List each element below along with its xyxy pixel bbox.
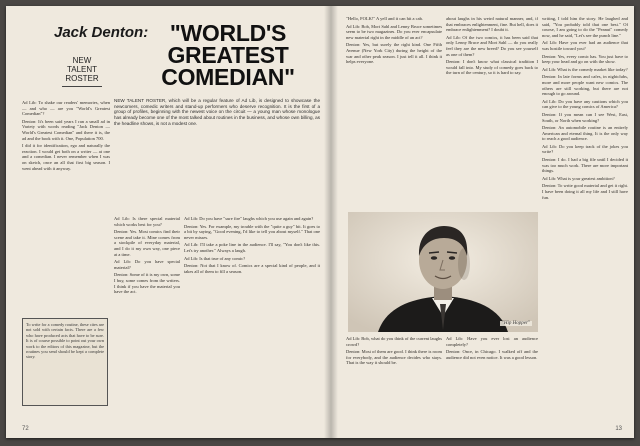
paragraph: Ad Lib: Is that true of any comic? [184,255,246,261]
paragraph: Denton: An automobile routine is an entirely American and eternal thing. It is the only way to reach a good audience. [542,125,628,142]
paragraph: Ad Lib: Have you ever had an audience that was hostile toward you? [542,40,628,51]
text-column [114,216,180,404]
comedian-photo [348,212,538,332]
paragraph: Ad Lib: Of the two comics, it has been said that only Lenny Bruce and Mort Sahl — do you really feel they are the new breed? Do you see yourself as one of them? [446,34,538,57]
paragraph: Denton: Yes. For example, my trouble with the "quite a guy" bit. It goes to a bit by saying, "Good evening, I'd like to tell you about myself." That one never misses. [184,223,320,240]
page-number: 72 [22,426,29,432]
text-column [346,336,442,422]
text-column [346,16,442,206]
paragraph: Denton: To write good material and get it right. I have been doing it all my life and I still have fun. [542,183,628,200]
page-number: 13 [615,426,622,432]
paragraph: Denton: Once, in Chicago. I walked off and the audience did not even notice. It was a good lesson. [446,349,538,360]
paragraph: Denton: Yes, every comic has. You just have to keep your head and go on with the show. [542,53,628,65]
paragraph: Ad Lib: What is your greatest ambition? [542,175,615,181]
paragraph: Ad Lib: What is the comedy market like today? [542,66,628,72]
page-gutter [324,6,338,438]
text-column [22,100,110,312]
paragraph: "Hello, FOLK!" A yell and it can hit a cab. [346,16,424,21]
text-column [446,16,538,206]
paragraph: Denton: Not that I know of. Comics are a special kind of people, and it takes all of them to fill a season. [184,263,320,274]
photo-caption: "Hip Hopper" [501,321,530,326]
paragraph: Ad Lib: I'll take a poke line in the audience. I'll say, "You don't like this. Let's try another." Always a laugh. [184,242,320,253]
sidebar-box: To write for a comedy routine, these cites are not sold with certain facts. There are a few who have produced acts that have to be sure. It is of course possible to point out your own work to the editors of this magazine, but the routines you send should be kept a complete story. [22,318,108,406]
paragraph: Ad Lib: Bob, what do you think of the current laughs crowd? [346,336,442,347]
magazine-spread [6,6,634,438]
text-column [446,336,538,422]
article-intro: NEW TALENT ROSTER, which will be a regular feature of Ad Lib, is designed to showcase the newcomers, comedic writers and stand-up performers who deserve recognition. It is the first of a group of profiles, beginning with the newest voice on the circuit — a young man whose monologue has already become one of the most talked about routines in the business, and whose own billing, as the headline shows, is not a modest one. [114,98,320,126]
paragraph: Denton: Yes, but surely the right kind. One Fifth Avenue (New York City) during the height of the war and other peak season. I just tell it all. I think it helps everyone. [346,42,442,65]
paragraph: writing, I told him the story. He laughed and said, "You probably told that one best." Of course, I am going to do the "Peanut" comedy now, and he said, "Let's see the punch line." [542,16,628,38]
article-byline: Jack Denton: [54,24,149,41]
paragraph: Ad Lib: Is there special material which works best for you? [114,216,180,227]
paragraph: Ad Lib: To shake our readers' memories, when — and who — are you "World's Greatest Comedian"? [22,100,110,117]
paragraph: Denton: It's been said years I ran a small ad in Variety with words reading "Jack Denton — World's Greatest Comedian" and there it is, the ad and the book with it. One, Population 700. [22,118,110,141]
text-column [542,16,628,420]
left-page [6,6,324,438]
paragraph: Denton: Some of it is my own, some I buy, some comes from the writers. I think if you have the material you have the act. [114,272,180,295]
paragraph: Denton: Most of them are good. I think there is room for everybody, and the audience decides who stays. That is the way it should be. [346,349,442,366]
right-page [338,6,634,438]
paragraph: Denton: If you mean can I see West, East, South, or North when working? [542,111,628,123]
paragraph: Ad Lib: Do you have any cautions which you can give to the young comics of America? [542,98,628,110]
paragraph: Ad Lib: Do you have "sure fire" laughs which you use again and again? [184,216,314,221]
paragraph: Ad Lib: Have you ever lost an audience completely? [446,336,538,347]
paragraph: Denton: I do. I had a big file until I decided it was too much work. There are more important things. [542,157,628,174]
section-tag: NEW TALENT ROSTER [58,56,106,83]
text-column [184,216,320,404]
article-headline: "WORLD'S GREATEST COMEDIAN" [161,20,295,90]
paragraph: Denton: I don't know what classical tradition I would fall into. My study of comedy goes back to the turn of the century, so it is hard to say. [446,59,538,76]
paragraph: about laughs in his weird natural manner, and, if that embraces enlightenment, fine. But hell, does it embrace enlightenment? I doubt it. [446,16,538,33]
portrait-image [348,212,538,332]
paragraph: Ad Lib: Bob, Mort Sahl and Lenny Bruce sometimes seem to be two magazines. Do you ever encapsulate new material right in the middle of an act? [346,23,442,40]
paragraph: Ad Lib: Do you have special material? [114,259,180,270]
paragraph: Denton: Yes. Most comics find their scene and take it. Mine comes from a stockpile of everyday material, and I do it my own way, one piece at a time. [114,229,180,257]
paragraph: Denton: In late forms and cafes, in nightclubs, more and more people want new comics. The others are still working, but there are not enough to go around. [542,74,628,97]
paragraph: Ad Lib: Do you keep track of the jokes you write? [542,143,628,155]
paragraph: I did it for identification, ego and naturally the reaction. I would get both on a writer — at one and a comedian. I never remember when I was on sketch, once an all that first big season. I went ahead with it anyway. [22,143,110,171]
